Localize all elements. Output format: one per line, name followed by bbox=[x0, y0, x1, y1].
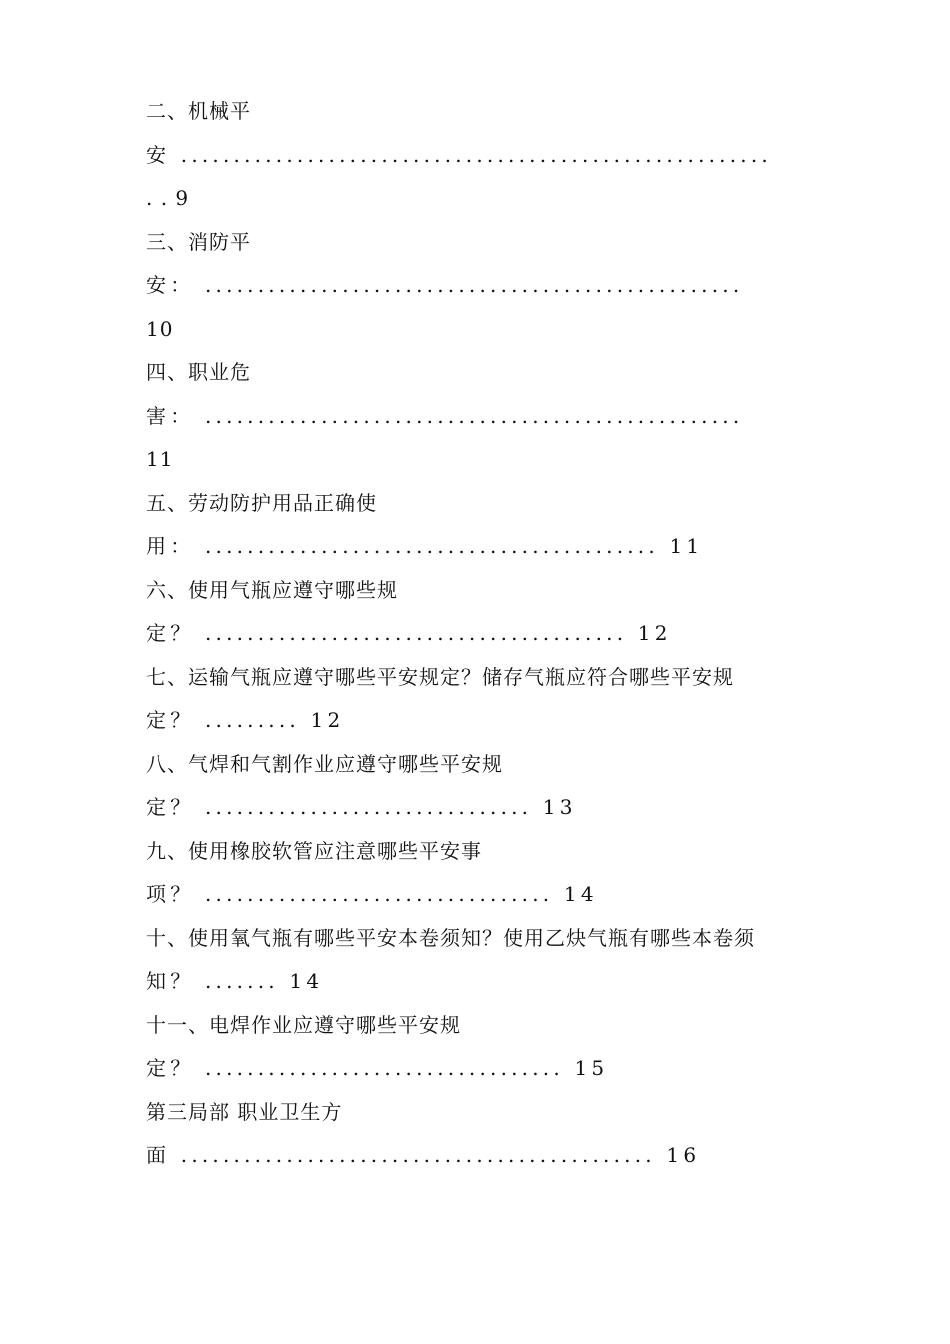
toc-line: 二、机械平 bbox=[146, 99, 251, 123]
toc-line: 十、使用氧气瓶有哪些平安本卷须知？使用乙炔气瓶有哪些本卷须 bbox=[146, 925, 755, 950]
toc-line: 第三局部 职业卫生方 bbox=[146, 1099, 343, 1124]
toc-line: 11 bbox=[146, 447, 174, 471]
toc-line: 定？ ........................................ 12 bbox=[146, 621, 672, 645]
toc-line: 四、职业危 bbox=[146, 360, 251, 384]
toc-line: 害： ................................................... bbox=[146, 403, 744, 428]
toc-line: 用： ........................................... 11 bbox=[146, 534, 704, 558]
table-of-contents bbox=[146, 90, 826, 1178]
toc-line: 10 bbox=[146, 316, 174, 341]
toc-line: 安： ................................................... bbox=[146, 273, 744, 297]
toc-line: 知？ ....... 14 bbox=[146, 969, 324, 993]
toc-line: 定？ ......... 12 bbox=[146, 708, 345, 732]
toc-line: 定？ .................................. 15 bbox=[146, 1056, 609, 1080]
toc-line: 面 ............................................. 16 bbox=[146, 1143, 701, 1167]
toc-line: 九、使用橡胶软管应注意哪些平安事 bbox=[146, 838, 482, 863]
toc-line: 十一、电焊作业应遵守哪些平安规 bbox=[146, 1012, 461, 1037]
toc-line: 定？ ............................... 13 bbox=[146, 795, 577, 819]
toc-line: . . 9 bbox=[146, 186, 190, 210]
toc-line: 六、使用气瓶应遵守哪些规 bbox=[146, 577, 398, 602]
toc-line: 七、运输气瓶应遵守哪些平安规定？储存气瓶应符合哪些平安规 bbox=[146, 664, 734, 689]
toc-line: 三、消防平 bbox=[146, 229, 251, 254]
toc-line: 安 ........................................................ bbox=[146, 142, 772, 167]
toc-line: 项？ ................................. 14 bbox=[146, 882, 598, 906]
toc-line: 八、气焊和气割作业应遵守哪些平安规 bbox=[146, 751, 503, 776]
toc-line: 五、劳动防护用品正确使 bbox=[146, 490, 377, 515]
